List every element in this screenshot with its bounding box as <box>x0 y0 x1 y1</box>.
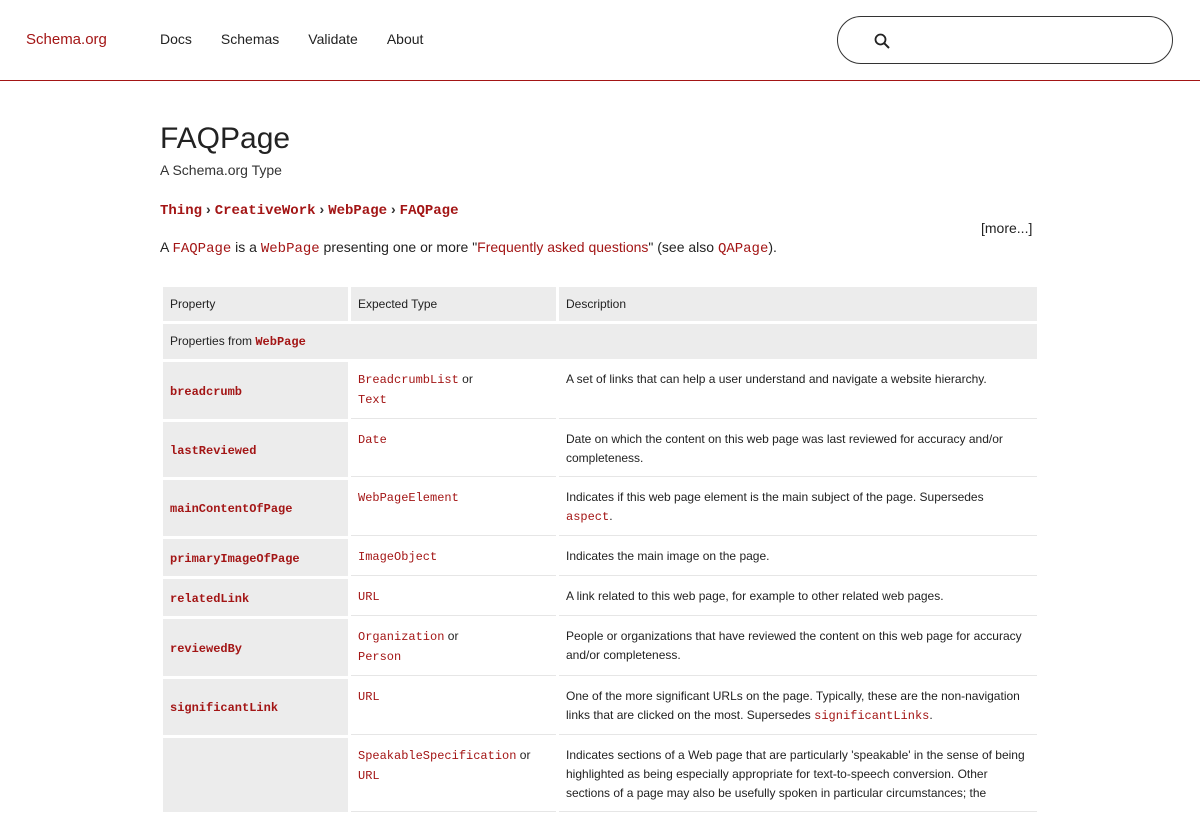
site-header <box>0 0 1200 81</box>
col-expected-type: Expected Type <box>351 287 556 321</box>
type-cell <box>351 738 556 812</box>
desc-faq-link[interactable]: Frequently asked questions <box>477 239 649 255</box>
type-cell <box>351 480 556 536</box>
desc-text: . <box>929 708 933 722</box>
type-cell <box>351 579 556 616</box>
section-row <box>163 324 1037 359</box>
breadcrumb-separator: › <box>391 201 396 217</box>
nav-docs[interactable]: Docs <box>160 31 192 47</box>
section-label: Properties from <box>170 334 256 348</box>
desc-webpage-link[interactable]: WebPage <box>260 241 320 257</box>
table-row <box>163 480 1037 536</box>
type-cell <box>351 422 556 477</box>
section-webpage-link[interactable]: WebPage <box>255 335 306 349</box>
property-cell <box>163 480 348 536</box>
desc-faqpage-link[interactable]: FAQPage <box>172 241 232 257</box>
col-description: Description <box>559 287 1037 321</box>
table-row <box>163 422 1037 477</box>
more-link[interactable]: [more...] <box>981 220 1033 236</box>
table-header-row <box>163 287 1037 321</box>
property-cell <box>163 422 348 477</box>
desc-text: ). <box>768 239 777 255</box>
property-primaryimageofpage[interactable]: primaryImageOfPage <box>170 551 300 566</box>
search-icon[interactable] <box>874 33 890 49</box>
property-maincontentofpage[interactable]: mainContentOfPage <box>170 502 293 516</box>
type-link[interactable]: Text <box>358 393 387 407</box>
table-row <box>163 579 1037 616</box>
type-link[interactable]: ImageObject <box>358 550 438 564</box>
property-reviewedby[interactable]: reviewedBy <box>170 641 243 656</box>
description-cell: A link related to this web page, for example to other related web pages. <box>559 579 1037 616</box>
property-relatedlink[interactable]: relatedLink <box>170 591 250 606</box>
supersedes-link[interactable]: aspect <box>566 510 610 524</box>
or-text: or <box>519 748 531 762</box>
table-row <box>163 619 1037 676</box>
type-link[interactable]: URL <box>358 690 380 704</box>
breadcrumb-webpage[interactable]: WebPage <box>328 203 387 219</box>
description-cell: Indicates the main image on the page. <box>559 539 1037 576</box>
nav-about[interactable]: About <box>386 31 424 47</box>
type-link[interactable]: URL <box>358 590 380 604</box>
type-link[interactable]: URL <box>358 769 380 783</box>
page-subtitle: A Schema.org Type <box>160 162 282 178</box>
brand-link[interactable]: Schema.org <box>26 31 107 48</box>
desc-text: One of the more significant URLs on the page. Typically, these are the non-navigation links that are clicked on the most. Supersedes <box>566 689 1020 722</box>
type-link[interactable]: Organization <box>358 630 445 644</box>
nav-validate[interactable]: Validate <box>308 31 358 47</box>
table-row <box>163 738 1037 812</box>
breadcrumb-thing[interactable]: Thing <box>160 203 203 219</box>
desc-text: A <box>160 239 173 255</box>
desc-text: Indicates if this web page element is the main subject of the page. Supersedes <box>566 490 984 504</box>
or-text: or <box>462 372 473 386</box>
search-input[interactable] <box>902 27 1152 53</box>
type-link[interactable]: Person <box>358 650 402 664</box>
description-cell: People or organizations that have reviewed the content on this web page for accuracy and/or completeness. <box>559 619 1037 676</box>
or-text: or <box>447 629 459 643</box>
description-cell <box>559 480 1037 536</box>
breadcrumb <box>160 201 458 219</box>
main-nav <box>160 31 452 47</box>
breadcrumb-separator: › <box>319 201 325 217</box>
property-cell <box>163 679 348 735</box>
desc-text: " (see also <box>648 239 718 255</box>
breadcrumb-creativework[interactable]: CreativeWork <box>214 203 316 219</box>
type-cell <box>351 539 556 576</box>
desc-text: is a <box>231 239 261 255</box>
description-cell: Indicates sections of a Web page that are particularly 'speakable' in the sense of being highlighted as being especially appropriate for text-to-speech conversion. Other sections of a page may also be usefully spoken in particular circumstances; the <box>559 738 1037 812</box>
page-title: FAQPage <box>160 122 291 155</box>
property-cell <box>163 619 348 676</box>
type-link[interactable]: SpeakableSpecification <box>358 749 517 763</box>
description-cell <box>559 679 1037 735</box>
desc-qapage-link[interactable]: QAPage <box>717 241 769 257</box>
table-row <box>163 679 1037 735</box>
type-cell <box>351 619 556 676</box>
col-property: Property <box>163 287 348 321</box>
property-significantlink[interactable]: significantLink <box>170 701 279 715</box>
desc-text: . <box>609 509 613 523</box>
table-row <box>163 362 1037 419</box>
nav-schemas[interactable]: Schemas <box>220 31 280 47</box>
type-link[interactable]: BreadcrumbList <box>358 373 459 387</box>
property-cell <box>163 362 348 419</box>
desc-text: presenting one or more " <box>319 239 478 255</box>
properties-table <box>160 284 1040 815</box>
property-cell <box>163 579 348 616</box>
supersedes-link[interactable]: significantLinks <box>814 709 930 723</box>
type-link[interactable]: WebPageElement <box>358 491 459 505</box>
description-cell: A set of links that can help a user understand and navigate a website hierarchy. <box>559 362 1037 419</box>
type-cell <box>351 679 556 735</box>
breadcrumb-faqpage[interactable]: FAQPage <box>399 203 459 219</box>
property-lastreviewed[interactable]: lastReviewed <box>170 443 257 458</box>
type-link[interactable]: Date <box>358 433 387 447</box>
property-cell <box>163 539 348 576</box>
table-row <box>163 539 1037 576</box>
search-box[interactable] <box>837 16 1173 64</box>
property-cell <box>163 738 348 812</box>
section-header <box>163 324 1037 359</box>
property-breadcrumb[interactable]: breadcrumb <box>170 384 243 399</box>
type-description <box>160 239 777 257</box>
breadcrumb-separator: › <box>206 201 211 217</box>
type-cell <box>351 362 556 419</box>
description-cell: Date on which the content on this web page was last reviewed for accuracy and/or completeness. <box>559 422 1037 477</box>
